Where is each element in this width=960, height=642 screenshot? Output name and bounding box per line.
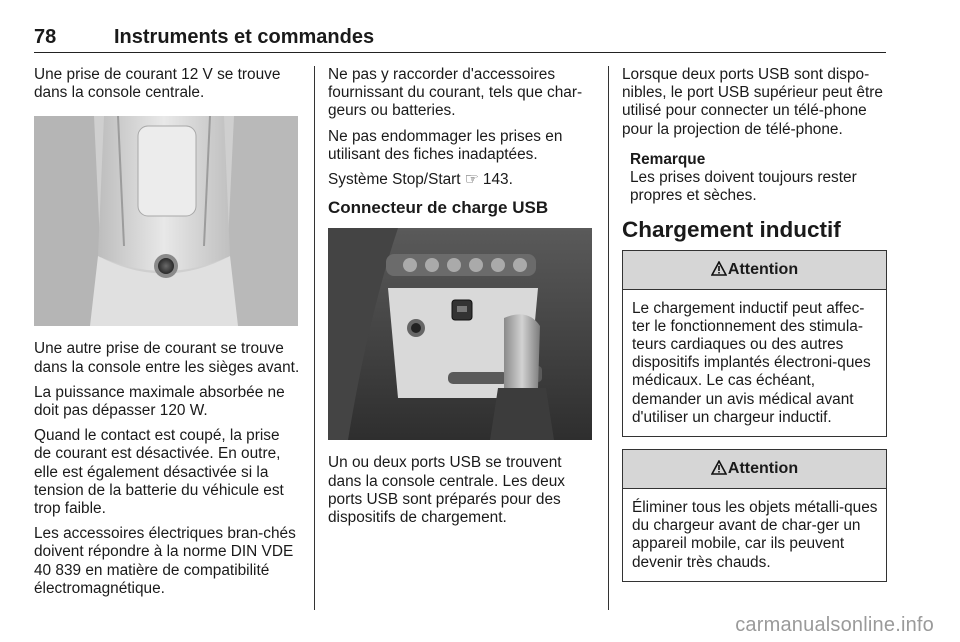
watermark: carmanualsonline.info	[735, 614, 934, 636]
page-title: Instruments et commandes	[114, 26, 375, 48]
paragraph: Ne pas y raccorder d'accessoires fournissant du courant, tels que char-geurs ou batteries.	[328, 66, 583, 120]
column-divider	[314, 66, 315, 610]
warning-box	[622, 250, 887, 437]
paragraph: Ne pas endommager les prises en utilisant des fiches inadaptées.	[328, 127, 563, 163]
paragraph: Une autre prise de courant se trouve dans la console entre les sièges avant.	[34, 340, 300, 376]
note-title: Remarque	[630, 150, 706, 168]
paragraph: Quand le contact est coupé, la prise de courant est désactivée. En outre, elle est également désactivée si la tension de la batterie du véhicule est trop faible.	[34, 427, 284, 518]
power-outlet-console-figure	[34, 116, 298, 326]
cross-reference: Système Stop/Start ☞ 143.	[328, 171, 513, 189]
paragraph: Une prise de courant 12 V se trouve dans la console centrale.	[34, 66, 281, 102]
warning-title: Attention	[727, 460, 799, 478]
usb-connector-figure	[328, 228, 592, 440]
page-number: 78	[34, 26, 57, 48]
warning-text: Éliminer tous les objets métalli-ques du chargeur avant de char-ger un appareil mobile, car ils peuvent devenir très chauds.	[632, 499, 878, 571]
column-divider	[608, 66, 609, 610]
column-3	[622, 66, 887, 594]
paragraph: Les accessoires électriques bran-chés doivent répondre à la norme DIN VDE 40 839 en matière de compatibilité électromagnétique.	[34, 525, 296, 597]
section-heading: Chargement inductif	[622, 217, 841, 243]
warning-triangle-icon	[711, 460, 727, 475]
warning-text: Le chargement inductif peut affec-ter le fonctionnement des stimula-teurs cardiaques ou des autres dispositifs implantés électroni-ques médicaux. Le cas échéant, demander un avis médical avant d'utiliser un chargeur inductif.	[632, 299, 871, 426]
note-text: Les prises doivent toujours rester propres et sèches.	[630, 169, 857, 205]
paragraph: La puissance maximale absorbée ne doit pas dépasser 120 W.	[34, 383, 285, 420]
warning-header	[623, 251, 886, 290]
paragraph: Un ou deux ports USB se trouvent dans la console centrale. Les deux ports USB sont préparés pour des dispositifs de chargement.	[328, 454, 565, 527]
note-box	[622, 151, 887, 206]
warning-box	[622, 449, 887, 582]
page-header	[34, 26, 886, 53]
warning-triangle-icon	[711, 261, 727, 276]
warning-title: Attention	[727, 260, 799, 278]
warning-header	[623, 450, 886, 489]
paragraph: Lorsque deux ports USB sont dispo-nibles, le port USB supérieur peut être utilisé pour connecter un télé-phone pour la projection de télé-phone.	[622, 66, 883, 138]
section-heading: Connecteur de charge USB	[328, 198, 549, 218]
column-2	[328, 66, 594, 534]
column-1	[34, 66, 300, 605]
